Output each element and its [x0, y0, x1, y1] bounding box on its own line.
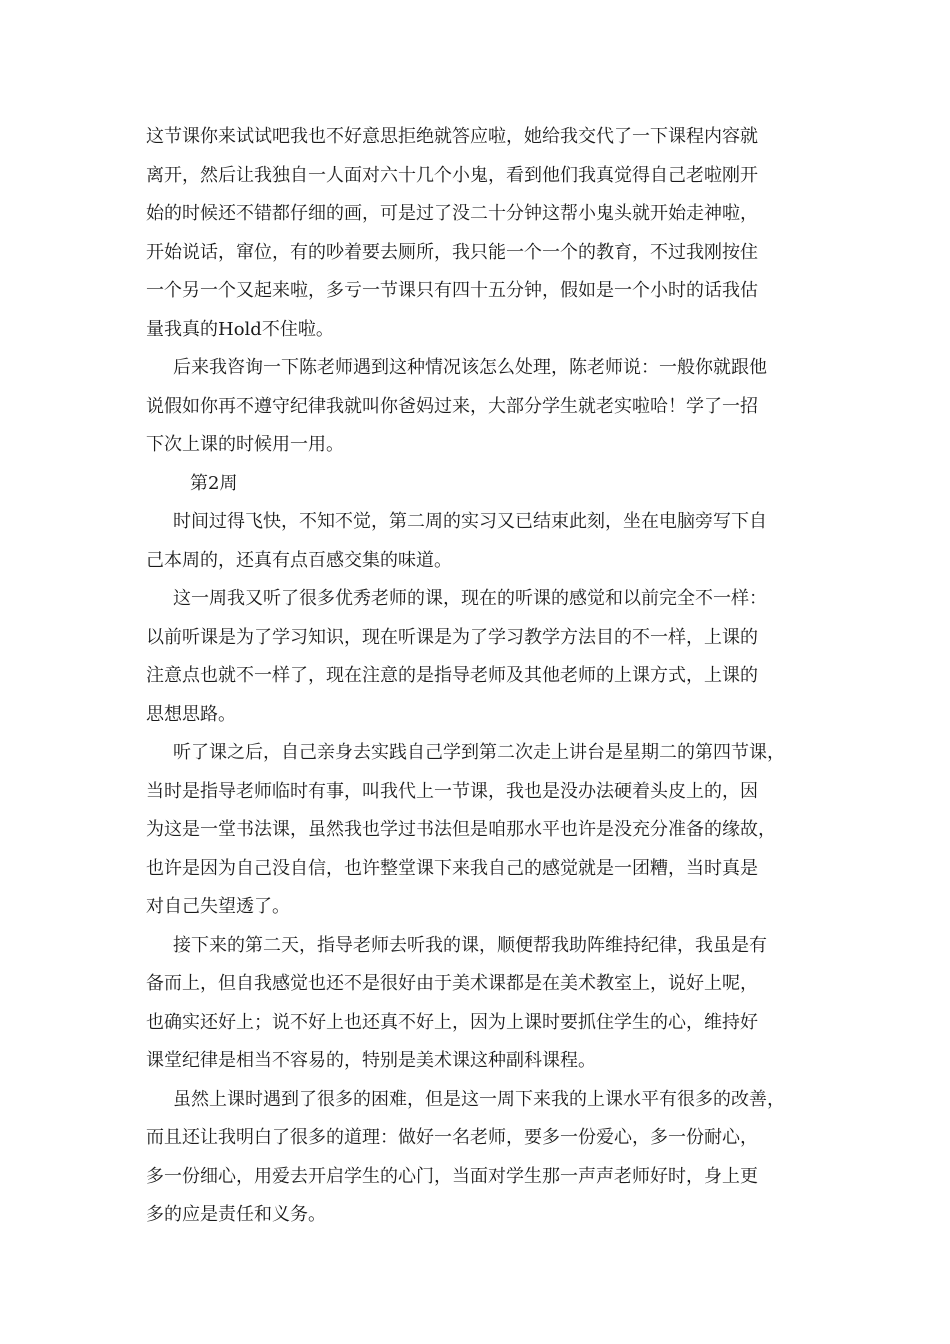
text-line: 这节课你来试试吧我也不好意思拒绝就答应啦，她给我交代了一下课程内容就 [146, 126, 758, 147]
text-line: 一个另一个又起来啦，多亏一节课只有四十五分钟，假如是一个小时的话我估 [146, 280, 758, 301]
text-line: 接下来的第二天，指导老师去听我的课，顺便帮我助阵维持纪律，我虽是有 [173, 935, 767, 956]
text-line: 对自己失望透了。 [146, 896, 290, 917]
text-line: 下次上课的时候用一用。 [146, 434, 344, 455]
text-line: 己本周的，还真有点百感交集的味道。 [146, 550, 452, 571]
text-line: 思想思路。 [146, 704, 236, 725]
text-line: 多的应是责任和义务。 [146, 1204, 326, 1225]
text-line: 也确实还好上；说不好上也还真不好上，因为上课时要抓住学生的心，维持好 [146, 1012, 758, 1033]
text-line: 离开，然后让我独自一人面对六十几个小鬼，看到他们我真觉得自己老啦刚开 [146, 165, 758, 186]
text-line: 开始说话，窜位，有的吵着要去厕所，我只能一个一个的教育，不过我刚按住 [146, 242, 758, 263]
text-line: 量我真的Hold不住啦。 [146, 319, 334, 340]
text-line: 当时是指导老师临时有事，叫我代上一节课，我也是没办法硬着头皮上的，因 [146, 781, 758, 802]
text-line: 这一周我又听了很多优秀老师的课，现在的听课的感觉和以前完全不一样： [173, 588, 767, 609]
text-line: 注意点也就不一样了，现在注意的是指导老师及其他老师的上课方式，上课的 [146, 665, 758, 686]
text-line: 后来我咨询一下陈老师遇到这种情况该怎么处理，陈老师说：一般你就跟他 [173, 357, 767, 378]
text-line: 说假如你再不遵守纪律我就叫你爸妈过来，大部分学生就老实啦哈！学了一招 [146, 396, 758, 417]
text-line: 始的时候还不错都仔细的画，可是过了没二十分钟这帮小鬼头就开始走神啦， [146, 203, 758, 224]
text-line: 备而上，但自我感觉也还不是很好由于美术课都是在美术教室上，说好上呢， [146, 973, 758, 994]
text-line: 时间过得飞快，不知不觉，第二周的实习又已结束此刻，坐在电脑旁写下自 [173, 511, 767, 532]
text-line: 也许是因为自己没自信，也许整堂课下来我自己的感觉就是一团糟，当时真是 [146, 858, 758, 879]
text-line: 听了课之后，自己亲身去实践自己学到第二次走上讲台是星期二的第四节课， [173, 742, 785, 763]
section-heading: 第2周 [190, 473, 238, 494]
text-line: 多一份细心，用爱去开启学生的心门，当面对学生那一声声老师好时，身上更 [146, 1166, 758, 1187]
text-line: 课堂纪律是相当不容易的，特别是美术课这种副科课程。 [146, 1050, 596, 1071]
text-line: 而且还让我明白了很多的道理：做好一名老师，要多一份爱心，多一份耐心， [146, 1127, 758, 1148]
text-line: 虽然上课时遇到了很多的困难，但是这一周下来我的上课水平有很多的改善， [173, 1089, 785, 1110]
text-line: 以前听课是为了学习知识，现在听课是为了学习教学方法目的不一样，上课的 [146, 627, 758, 648]
text-line: 为这是一堂书法课，虽然我也学过书法但是咱那水平也许是没充分准备的缘故， [146, 819, 776, 840]
